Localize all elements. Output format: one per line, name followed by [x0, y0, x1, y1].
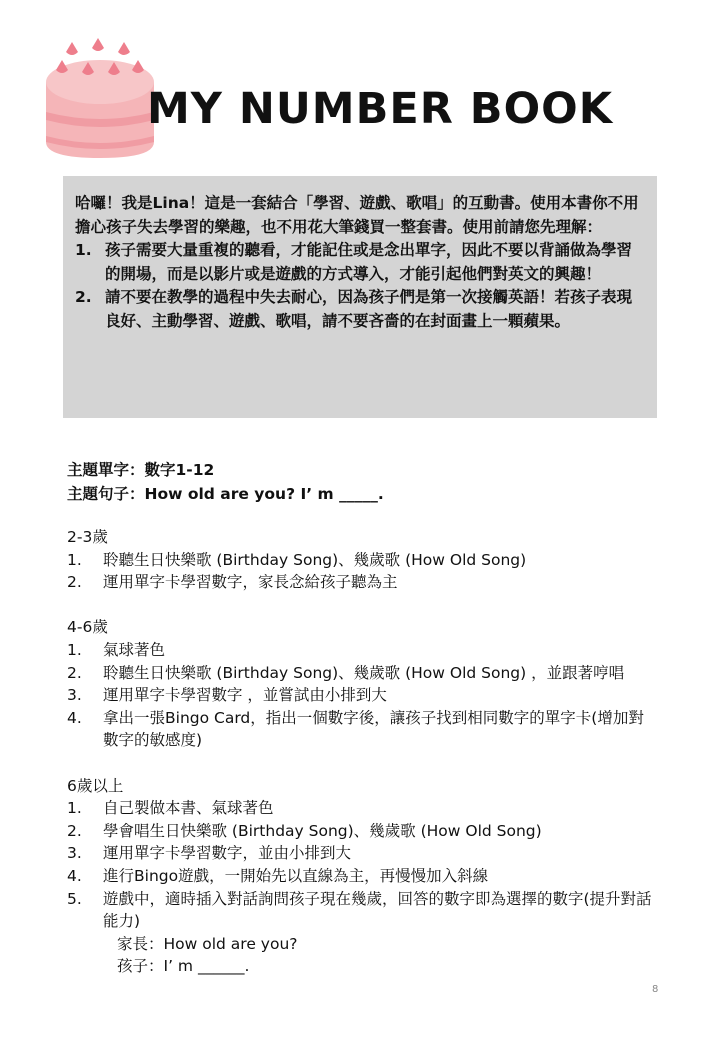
list-number: 2.	[67, 821, 82, 840]
list-text: 聆聽生日快樂歌 (Birthday Song)、幾歲歌 (How Old Song) ，並跟著哼唱	[103, 663, 625, 682]
list-text: 請不要在教學的過程中失去耐心，因為孩子們是第一次接觸英語！若孩子表現良好、主動學習、遊戲、歌唱，請不要吝嗇的在封面畫上一顆蘋果。	[105, 288, 633, 330]
age-heading: 2-3歲	[67, 528, 108, 546]
list-item	[67, 842, 659, 865]
age-heading: 6歲以上	[67, 776, 124, 795]
list-item	[67, 684, 659, 707]
list-item	[67, 707, 659, 752]
list-item	[67, 571, 659, 594]
list-item	[67, 549, 659, 572]
intro-paragraph: 哈囉！我是Lina！這是一套結合「學習、遊戲、歌唱」的互動書。使用本書你不用擔心孩子失去學習的樂趣，也不用花大筆錢買一整套書。使用前請您先理解：	[75, 194, 639, 236]
activity-list	[67, 639, 659, 752]
list-number: 1.	[67, 640, 82, 659]
list-text: 拿出一張Bingo Card，指出一個數字後，讓孩子找到相同數字的單字卡(增加對數字的敏感度)	[103, 708, 644, 750]
list-item	[67, 662, 659, 685]
list-item	[67, 888, 659, 933]
list-number: 4.	[67, 866, 82, 885]
list-number: 2.	[75, 288, 92, 306]
list-item	[67, 797, 659, 820]
intro-list-item	[75, 286, 643, 333]
list-number: 1.	[67, 550, 82, 569]
list-text: 自己製做本書、氣球著色	[103, 799, 274, 818]
list-text: 孩子需要大量重複的聽看，才能記住或是念出單字，因此不要以背誦做為學習的開場，而是以影片或是遊戲的方式導入，才能引起他們對英文的興趣！	[105, 241, 633, 283]
list-text: 遊戲中，適時插入對話詢問孩子現在幾歲，回答的數字即為選擇的數字(提升對話能力)	[103, 889, 652, 931]
age-6-up-section	[67, 775, 659, 978]
list-item	[67, 820, 659, 843]
list-text: 運用單字卡學習數字 ，並嘗試由小排到大	[103, 686, 387, 705]
page-number: 8	[652, 984, 659, 995]
list-number: 4.	[67, 708, 82, 727]
activity-sections	[67, 526, 659, 1000]
list-number: 2.	[67, 573, 82, 592]
intro-list-item	[75, 239, 643, 286]
theme-words: 主題單字：數字1-12	[67, 461, 215, 479]
intro-list	[75, 239, 643, 333]
age-heading: 4-6歲	[67, 618, 108, 637]
list-text: 運用單字卡學習數字，並由小排到大	[103, 844, 352, 863]
dialog-parent-line: 家長：How old are you?	[117, 934, 298, 953]
list-number: 2.	[67, 663, 82, 682]
list-text: 聆聽生日快樂歌 (Birthday Song)、幾歲歌 (How Old Song)	[103, 550, 527, 569]
activity-list	[67, 549, 659, 594]
age-2-3-section	[67, 526, 659, 594]
activity-list	[67, 797, 659, 933]
list-text: 運用單字卡學習數字，家長念給孩子聽為主	[103, 573, 398, 592]
list-item	[67, 865, 659, 888]
list-number: 1.	[67, 799, 82, 818]
list-number: 1.	[75, 241, 92, 259]
list-text: 學會唱生日快樂歌 (Birthday Song)、幾歲歌 (How Old Song)	[103, 821, 542, 840]
theme-sentence: 主題句子：How old are you? I’ m _____.	[67, 485, 384, 503]
intro-box	[63, 176, 657, 418]
list-number: 3.	[67, 844, 82, 863]
theme-section	[67, 458, 667, 506]
list-text: 氣球著色	[103, 640, 166, 659]
list-number: 5.	[67, 889, 82, 908]
dialog-child-line: 孩子：I’ m ______.	[117, 957, 250, 976]
list-number: 3.	[67, 686, 82, 705]
list-text: 進行Bingo遊戲，一開始先以直線為主，再慢慢加入斜線	[103, 866, 489, 885]
page-title: MY NUMBER BOOK	[146, 84, 614, 134]
age-4-6-section	[67, 616, 659, 752]
dialog-example	[67, 933, 659, 978]
list-item	[67, 639, 659, 662]
